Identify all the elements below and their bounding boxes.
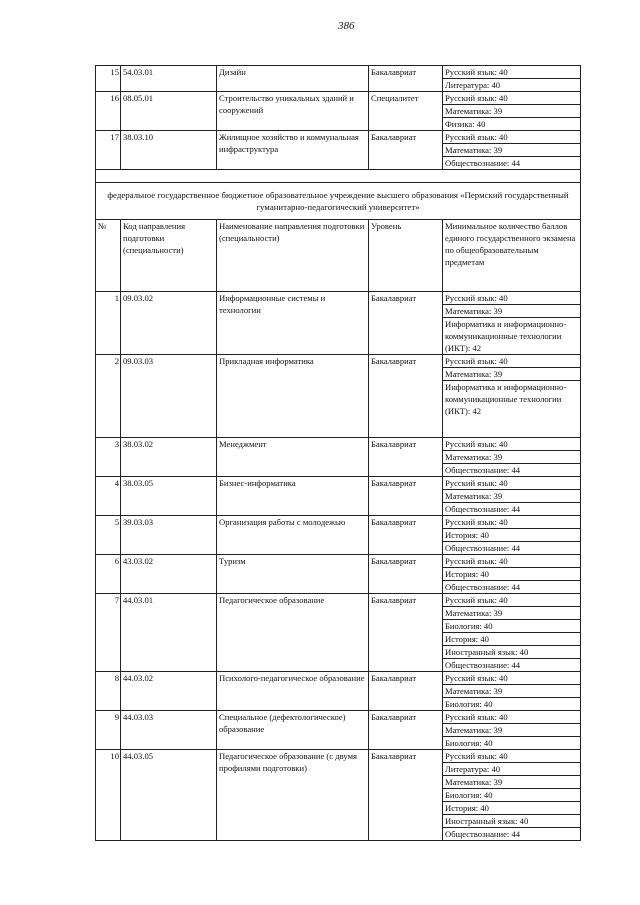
exam-requirement: История: 40 xyxy=(443,568,581,581)
exam-requirement: История: 40 xyxy=(443,633,581,646)
direction-name: Педагогическое образование xyxy=(217,594,369,672)
direction-name: Бизнес-информатика xyxy=(217,477,369,516)
row-number: 10 xyxy=(96,750,121,841)
table-row xyxy=(96,92,581,105)
exam-requirement: Биология: 40 xyxy=(443,698,581,711)
row-number: 4 xyxy=(96,477,121,516)
direction-name: Педагогическое образование (с двумя профилями подготовки) xyxy=(217,750,369,841)
row-number: 2 xyxy=(96,355,121,438)
direction-code: 09.03.02 xyxy=(121,292,217,355)
education-level: Бакалавриат xyxy=(369,131,443,170)
direction-code: 38.03.02 xyxy=(121,438,217,477)
exam-requirement: Обществознание: 44 xyxy=(443,581,581,594)
education-level: Бакалавриат xyxy=(369,555,443,594)
table-row xyxy=(96,594,581,607)
exam-requirement: Биология: 40 xyxy=(443,789,581,802)
exam-requirement: Русский язык: 40 xyxy=(443,66,581,79)
exam-requirement: Математика: 39 xyxy=(443,368,581,381)
direction-name: Специальное (дефектологическое) образование xyxy=(217,711,369,750)
organization-name: федеральное государственное бюджетное образовательное учреждение высшего образования «Пермский государственный гуманитарно-педагогический университет» xyxy=(96,183,581,220)
exam-requirement: Русский язык: 40 xyxy=(443,355,581,368)
education-level: Бакалавриат xyxy=(369,750,443,841)
exam-requirement: Обществознание: 44 xyxy=(443,828,581,841)
education-level: Бакалавриат xyxy=(369,438,443,477)
exam-requirement: История: 40 xyxy=(443,529,581,542)
row-number: 9 xyxy=(96,711,121,750)
exam-requirement: Иностранный язык: 40 xyxy=(443,815,581,828)
direction-name: Дизайн xyxy=(217,66,369,92)
top-rows xyxy=(96,66,581,170)
direction-name: Информационные системы и технологии xyxy=(217,292,369,355)
header-name: Наименование направления подготовки (специальности) xyxy=(217,220,369,292)
direction-code: 54.03.01 xyxy=(121,66,217,92)
direction-name: Прикладная информатика xyxy=(217,355,369,438)
table-row xyxy=(96,438,581,451)
education-level: Бакалавриат xyxy=(369,594,443,672)
education-level: Бакалавриат xyxy=(369,292,443,355)
main-rows xyxy=(96,292,581,841)
exam-requirement: Математика: 39 xyxy=(443,490,581,503)
direction-code: 39.03.03 xyxy=(121,516,217,555)
direction-code: 44.03.01 xyxy=(121,594,217,672)
row-number: 6 xyxy=(96,555,121,594)
exam-requirement: Русский язык: 40 xyxy=(443,131,581,144)
exam-requirement: Обществознание: 44 xyxy=(443,503,581,516)
organization-row xyxy=(96,183,581,220)
row-number: 15 xyxy=(96,66,121,92)
direction-name: Туризм xyxy=(217,555,369,594)
header-code: Код направления подготовки (специальности) xyxy=(121,220,217,292)
header-num: № xyxy=(96,220,121,292)
exam-requirement: Русский язык: 40 xyxy=(443,92,581,105)
direction-name: Организация работы с молодежью xyxy=(217,516,369,555)
table-row xyxy=(96,672,581,685)
spacer-row xyxy=(96,170,581,183)
direction-code: 44.03.02 xyxy=(121,672,217,711)
direction-code: 44.03.03 xyxy=(121,711,217,750)
table-row xyxy=(96,711,581,724)
table-row xyxy=(96,131,581,144)
exam-requirement: Биология: 40 xyxy=(443,737,581,750)
org-section xyxy=(96,170,581,292)
education-level: Бакалавриат xyxy=(369,516,443,555)
table-row xyxy=(96,477,581,490)
direction-name: Строительство уникальных зданий и сооружений xyxy=(217,92,369,131)
document-sheet xyxy=(95,65,580,841)
exam-requirement: История: 40 xyxy=(443,802,581,815)
exam-requirement: Русский язык: 40 xyxy=(443,594,581,607)
exam-requirement: Обществознание: 44 xyxy=(443,157,581,170)
table-row xyxy=(96,750,581,763)
education-level: Бакалавриат xyxy=(369,477,443,516)
education-level: Бакалавриат xyxy=(369,672,443,711)
exam-requirement: Математика: 39 xyxy=(443,144,581,157)
table-row xyxy=(96,355,581,368)
exam-requirement: Русский язык: 40 xyxy=(443,711,581,724)
table-row xyxy=(96,555,581,568)
direction-code: 43.03.02 xyxy=(121,555,217,594)
table-header xyxy=(96,220,581,292)
direction-name: Менеджмент xyxy=(217,438,369,477)
exam-requirement: Обществознание: 44 xyxy=(443,659,581,672)
education-level: Бакалавриат xyxy=(369,355,443,438)
exam-requirement: Русский язык: 40 xyxy=(443,477,581,490)
exam-requirement: Математика: 39 xyxy=(443,105,581,118)
exam-requirement: Информатика и информационно-коммуникационные технологии (ИКТ): 42 xyxy=(443,318,581,355)
row-number: 16 xyxy=(96,92,121,131)
education-level: Специалитет xyxy=(369,92,443,131)
table-row xyxy=(96,292,581,305)
direction-code: 38.03.10 xyxy=(121,131,217,170)
exam-requirement: Информатика и информационно-коммуникационные технологии (ИКТ): 42 xyxy=(443,381,581,438)
header-exams: Минимальное количество баллов единого государственного экзамена по общеобразовательным предметам xyxy=(443,220,581,292)
direction-code: 38.03.05 xyxy=(121,477,217,516)
exam-requirement: Русский язык: 40 xyxy=(443,672,581,685)
education-level: Бакалавриат xyxy=(369,711,443,750)
table-row xyxy=(96,66,581,79)
exam-requirement: Литература: 40 xyxy=(443,763,581,776)
row-number: 7 xyxy=(96,594,121,672)
exam-requirement: Русский язык: 40 xyxy=(443,750,581,763)
row-number: 3 xyxy=(96,438,121,477)
exam-requirement: Русский язык: 40 xyxy=(443,555,581,568)
exam-requirement: Математика: 39 xyxy=(443,305,581,318)
table-row xyxy=(96,516,581,529)
exam-requirement: Математика: 39 xyxy=(443,776,581,789)
page-number: 386 xyxy=(338,20,355,32)
row-number: 1 xyxy=(96,292,121,355)
exam-requirement: Иностранный язык: 40 xyxy=(443,646,581,659)
exam-requirement: Русский язык: 40 xyxy=(443,438,581,451)
exam-requirement: Математика: 39 xyxy=(443,607,581,620)
direction-code: 09.03.03 xyxy=(121,355,217,438)
education-level: Бакалавриат xyxy=(369,66,443,92)
header-level: Уровень xyxy=(369,220,443,292)
exam-requirement: Обществознание: 44 xyxy=(443,464,581,477)
direction-name: Жилищное хозяйство и коммунальная инфраструктура xyxy=(217,131,369,170)
row-number: 17 xyxy=(96,131,121,170)
exam-requirement: Русский язык: 40 xyxy=(443,516,581,529)
admission-table xyxy=(95,65,581,841)
exam-requirement: Литература: 40 xyxy=(443,79,581,92)
row-number: 8 xyxy=(96,672,121,711)
exam-requirement: Физика: 40 xyxy=(443,118,581,131)
exam-requirement: Математика: 39 xyxy=(443,724,581,737)
exam-requirement: Биология: 40 xyxy=(443,620,581,633)
exam-requirement: Русский язык: 40 xyxy=(443,292,581,305)
row-number: 5 xyxy=(96,516,121,555)
exam-requirement: Математика: 39 xyxy=(443,451,581,464)
exam-requirement: Обществознание: 44 xyxy=(443,542,581,555)
exam-requirement: Математика: 39 xyxy=(443,685,581,698)
direction-code: 08.05.01 xyxy=(121,92,217,131)
direction-name: Психолого-педагогическое образование xyxy=(217,672,369,711)
direction-code: 44.03.05 xyxy=(121,750,217,841)
